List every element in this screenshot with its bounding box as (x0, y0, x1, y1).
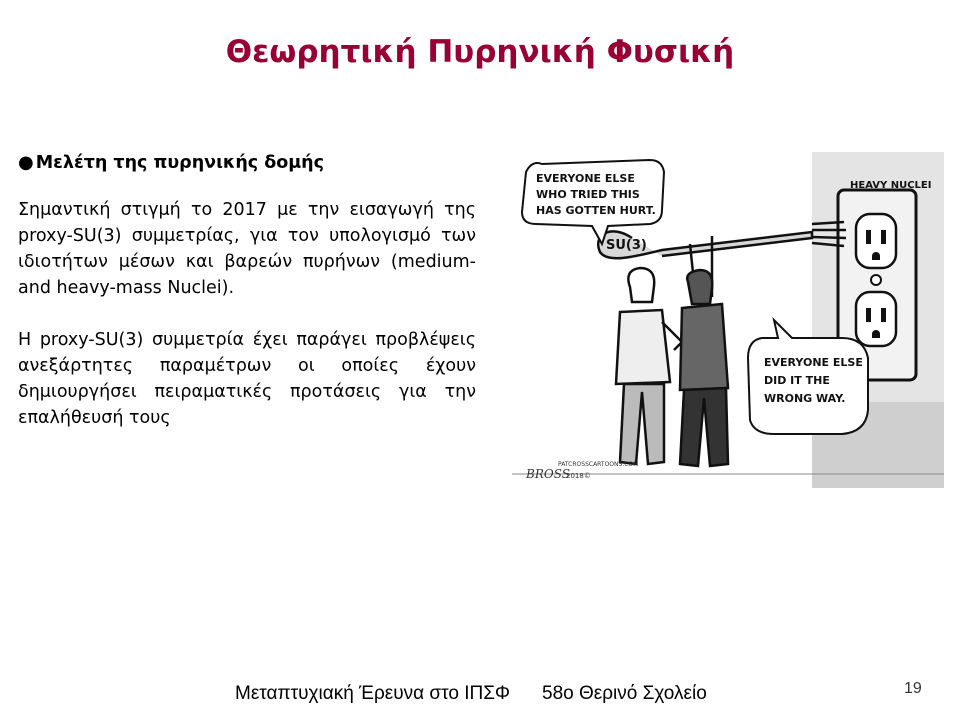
paragraph-2: Η proxy-SU(3) συμμετρία έχει παράγει προβλέψεις ανεξάρτητες παραμέτρων οι οποίες έχουν δημιουργήσει πειραματικές προτάσεις για την επαλήθευσή τους (18, 330, 476, 428)
slide-content (18, 150, 476, 431)
paragraph-1: Σημαντική στιγμή το 2017 με την εισαγωγή της proxy-SU(3) συμμετρίας, για τον υπολογισμό των ιδιοτήτων μέσων και βαρεών πυρήνων (medium-and heavy-mass Nuclei). (18, 200, 476, 298)
cartoon-credit-year: 2018© (566, 472, 591, 480)
slide-title: Θεωρητική Πυρηνική Φυσική (225, 34, 735, 70)
cartoon-credit-site: PATCROSSCARTOONS.COM (558, 461, 639, 468)
bullet-icon: ● (18, 152, 34, 173)
cartoon-image (512, 152, 944, 488)
fork-label: SU(3) (606, 238, 647, 253)
right-bubble-line-1: EVERYONE ELSE (764, 356, 863, 369)
footer-left: Μεταπτυχιακή Έρευνα στο ΙΠΣΦ (235, 683, 511, 704)
left-bubble-line-2: WHO TRIED THIS (536, 188, 640, 201)
outlet-label: HEAVY NUCLEI (850, 180, 932, 191)
bullet-heading (18, 153, 476, 173)
slide-number: 19 (904, 680, 922, 697)
left-bubble-line-1: EVERYONE ELSE (536, 172, 635, 185)
right-bubble-line-3: WRONG WAY. (764, 392, 846, 405)
cartoon-credit-signature: BROSS (526, 467, 570, 481)
left-bubble-line-3: HAS GOTTEN HURT. (536, 204, 656, 217)
footer-middle: 58ο Θερινό Σχολείο (542, 683, 707, 704)
right-bubble-line-2: DID IT THE (764, 374, 830, 387)
heading-text: Μελέτη της πυρηνικής δομής (35, 153, 324, 173)
